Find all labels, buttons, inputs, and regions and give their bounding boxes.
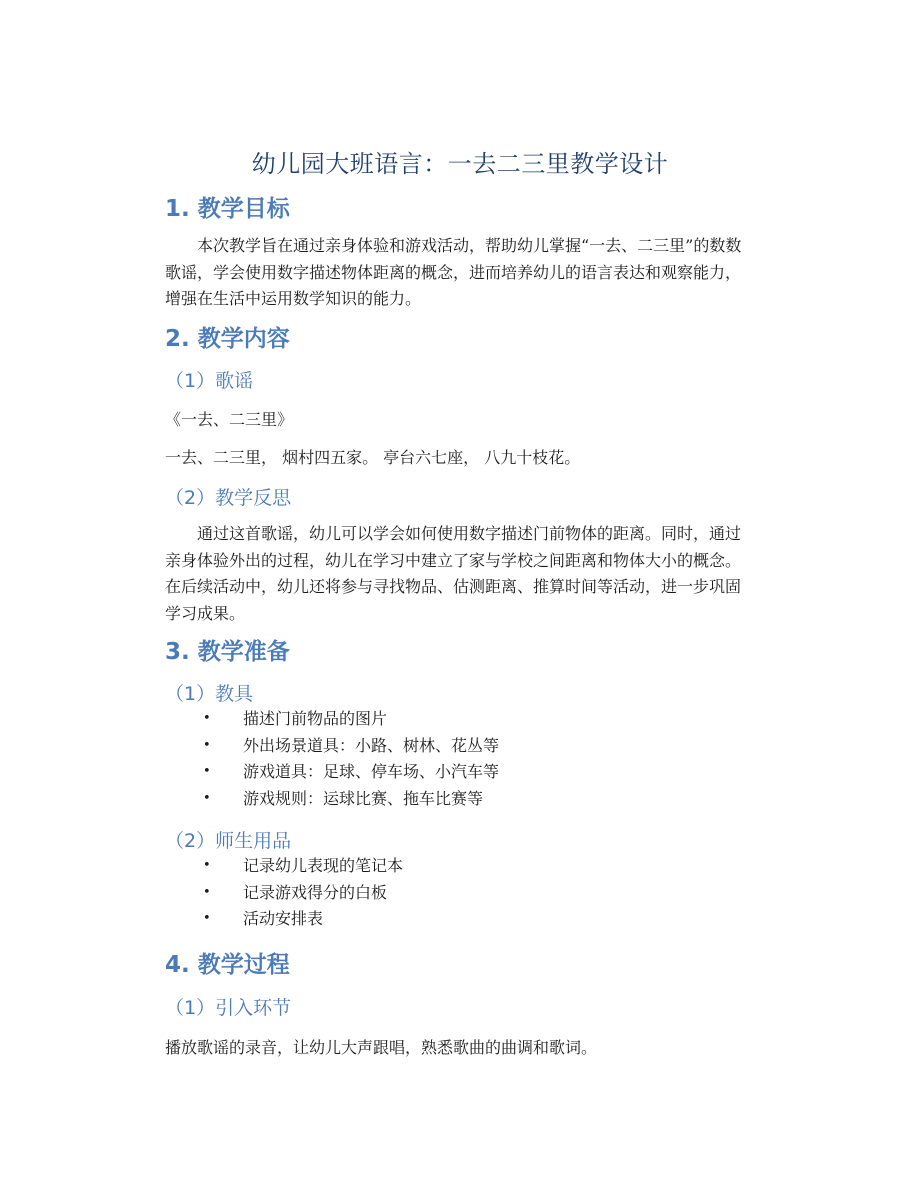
paragraph-line: 本次教学旨在通过亲身体验和游戏活动，帮助幼儿掌握“一去、二三里”的数数 bbox=[197, 236, 742, 255]
bullet-icon: • bbox=[203, 737, 211, 753]
paragraph-line: 亲身体验外出的过程，幼儿在学习中建立了家与学校之间距离和物体大小的概念。 bbox=[165, 550, 742, 570]
introduction-text: 播放歌谣的录音，让幼儿大声跟唱，熟悉歌曲的曲调和歌词。 bbox=[165, 1038, 598, 1057]
subsection-heading-teaching-aids: （1）教具 bbox=[165, 683, 254, 705]
section-heading-content: 2. 教学内容 bbox=[165, 326, 290, 352]
subsection-heading-introduction: （1）引入环节 bbox=[165, 997, 292, 1019]
bullet-icon: • bbox=[203, 764, 211, 779]
subsection-heading-song: （1）歌谣 bbox=[165, 370, 254, 392]
section-heading-objectives: 1. 教学目标 bbox=[165, 196, 290, 222]
subsection-heading-supplies: （2）师生用品 bbox=[165, 830, 292, 852]
song-lyrics: 一去、二三里， 烟村四五家。 亭台六七座， 八九十枝花。 bbox=[165, 448, 581, 467]
document-page: 幼儿园大班语言：一去二三里教学设计 1. 教学目标 本次教学旨在通过亲身体验和游戏活动，帮助幼儿掌握“一去、二三里”的数数 歌谣，学会使用数字描述物体距离的概念，进而培养幼儿的语言表达和观察能力， 增强在生活中运用数学知识的能力。 2. 教学内容 （1）歌谣 《一去、二三里》 一去、二三里， 烟村四五家。 亭台六七座， 八九十枝花。 （2）教学反思 通过这首歌谣，幼儿可以学会如何使用数字描述门前物体的距离。同时，通过 亲身体验外出的过程，幼儿在学习中建立了家与学校之间距离和物体大小的概念。 在后续活动中，幼儿还将参与寻找物品、估测距离、推算时间等活动，进一步巩固 学习成果。 3. 教学准备 （1）教具 • 描述门前物品的图片 • 外出场景道具：小路、树林、花丛等 • 游戏道具：足球、停车场、小汽车等 • 游戏规则：运球比赛、拖车比赛等 （2）师生用品 • 记录幼儿表现的笔记本 • 记录游戏得分的白板 • 活动安排表 4. 教学过程 （1）引入环节 播放歌谣的录音，让幼儿大声跟唱，熟悉歌曲的曲调和歌词。 bbox=[0, 0, 920, 1191]
paragraph-line: 歌谣，学会使用数字描述物体距离的概念，进而培养幼儿的语言表达和观察能力， bbox=[165, 262, 742, 282]
objectives-paragraph bbox=[165, 233, 785, 313]
section-heading-preparation: 3. 教学准备 bbox=[165, 639, 290, 665]
section-heading-process: 4. 教学过程 bbox=[165, 952, 290, 978]
bullet-icon: • bbox=[203, 911, 211, 926]
bullet-icon: • bbox=[203, 884, 211, 900]
bullet-icon: • bbox=[203, 711, 211, 726]
paragraph-line: 增强在生活中运用数学知识的能力。 bbox=[165, 289, 422, 308]
reflection-paragraph bbox=[165, 521, 785, 627]
subsection-heading-reflection: （2）教学反思 bbox=[165, 487, 292, 509]
paragraph-line: 通过这首歌谣，幼儿可以学会如何使用数字描述门前物体的距离。同时，通过 bbox=[197, 524, 742, 543]
document-title: 幼儿园大班语言：一去二三里教学设计 bbox=[251, 150, 669, 178]
paragraph-line: 学习成果。 bbox=[165, 603, 246, 623]
song-title: 《一去、二三里》 bbox=[165, 410, 294, 429]
bullet-icon: • bbox=[203, 858, 211, 873]
paragraph-line: 在后续活动中，幼儿还将参与寻找物品、估测距离、推算时间等活动，进一步巩固 bbox=[165, 577, 742, 596]
bullet-icon: • bbox=[203, 790, 211, 806]
